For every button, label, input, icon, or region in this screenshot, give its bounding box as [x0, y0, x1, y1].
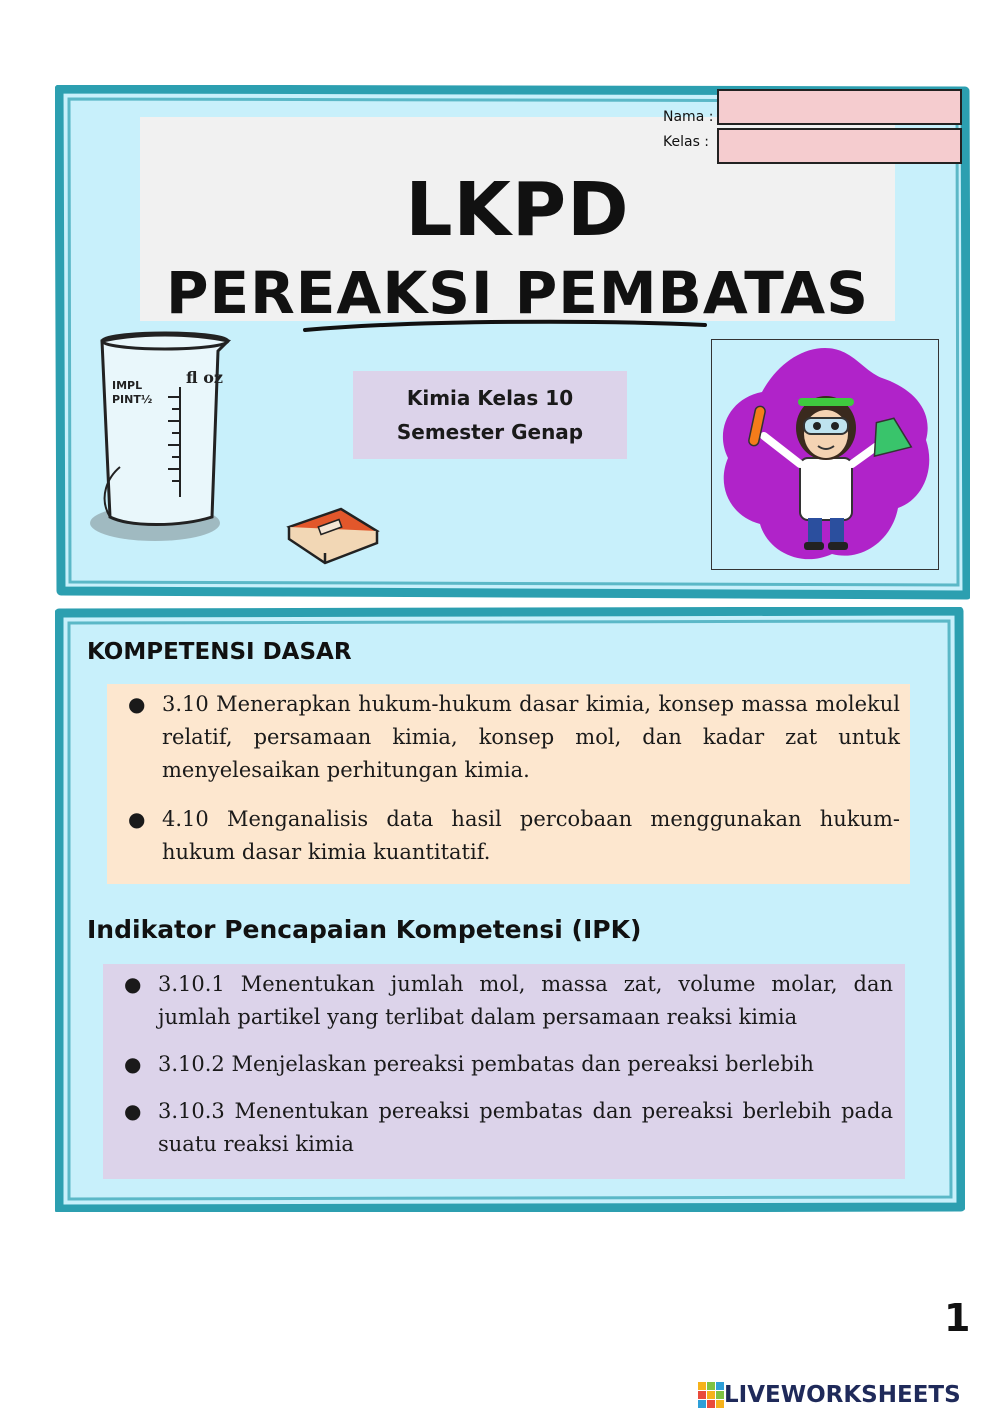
beaker-label-pint: PINT½ [112, 393, 153, 406]
list-item [128, 688, 900, 787]
list-item [128, 803, 900, 869]
scientist-icon [712, 340, 938, 569]
bullet-icon: ● [128, 807, 146, 831]
bullet-icon: ● [124, 1052, 142, 1076]
kd-heading: KOMPETENSI DASAR [87, 639, 352, 665]
bullet-icon: ● [124, 1099, 142, 1123]
bullet-icon: ● [124, 972, 142, 996]
subject-line-2: Semester Genap [396, 420, 584, 444]
list-item [124, 968, 893, 1034]
name-label: Nama : [663, 109, 714, 125]
kd-item-text: 3.10 Menerapkan hukum-hukum dasar kimia, konsep massa molekul relatif, persamaan kimia, konsep mol, dan kadar zat untuk menyelesaikan perhitungan kimia. [162, 692, 900, 782]
book-icon [283, 505, 383, 565]
ipk-heading: Indikator Pencapaian Kompetensi (IPK) [87, 915, 642, 944]
class-field[interactable] [717, 128, 962, 164]
page-number: 1 [944, 1296, 971, 1340]
name-field[interactable] [717, 89, 962, 125]
subject-box [353, 371, 627, 459]
ipk-item-text: 3.10.2 Menjelaskan pereaksi pembatas dan pereaksi berlebih [158, 1052, 814, 1076]
class-label: Kelas : [663, 134, 710, 150]
ipk-item-text: 3.10.1 Menentukan jumlah mol, massa zat, volume molar, dan jumlah partikel yang terlibat dalam persamaan reaksi kimia [158, 972, 893, 1029]
ipk-list [124, 968, 893, 1161]
subject-line-1: Kimia Kelas 10 [406, 386, 574, 410]
kd-item-text: 4.10 Menganalisis data hasil percobaan menggunakan hukum-hukum dasar kimia kuantitatif. [162, 807, 900, 864]
header-panel [55, 85, 970, 600]
liveworksheets-brand[interactable]: LIVEWORKSHEETS [724, 1382, 961, 1408]
liveworksheets-logo [698, 1381, 961, 1409]
scientist-illustration [711, 339, 939, 570]
bullet-icon: ● [128, 692, 146, 716]
beaker-label-impl: IMPL [112, 379, 143, 392]
page-title: LKPD [405, 167, 630, 253]
kd-list [128, 688, 900, 869]
list-item [124, 1048, 893, 1081]
kd-box [107, 684, 910, 884]
title-underline [300, 317, 710, 337]
list-item [124, 1095, 893, 1161]
page-subtitle: PEREAKSI PEMBATAS [166, 259, 869, 327]
liveworksheets-logo-icon [698, 1382, 724, 1408]
beaker-label-floz: fl oz [186, 368, 223, 387]
beaker-icon [80, 327, 240, 547]
ipk-item-text: 3.10.3 Menentukan pereaksi pembatas dan pereaksi berlebih pada suatu reaksi kimia [158, 1099, 893, 1156]
ipk-box [103, 964, 905, 1179]
content-panel [55, 607, 965, 1212]
